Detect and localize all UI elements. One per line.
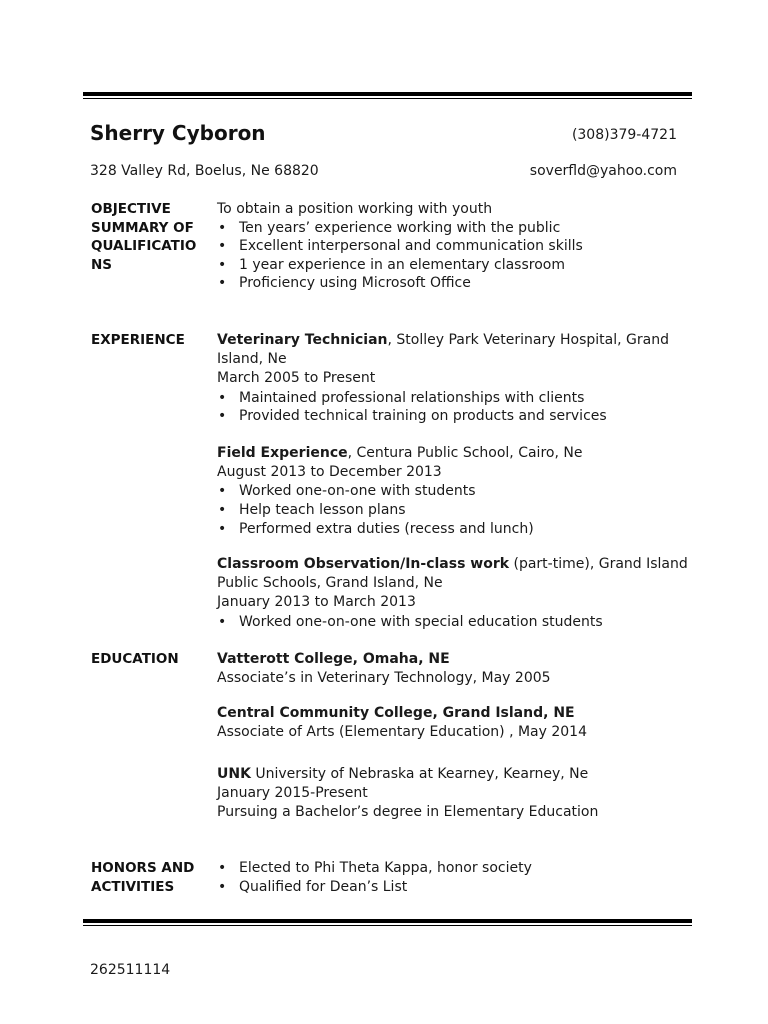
list-item: • Excellent interpersonal and communication skills [217,237,687,256]
bottom-rule [83,919,692,926]
objective-summary-section [217,200,687,293]
address: 328 Valley Rd, Boelus, Ne 68820 [90,163,319,179]
school-name: Vatterott College, Omaha, NE [217,651,450,667]
list-item: • Worked one-on-one with students [217,482,687,501]
school-name: Central Community College, Grand Island, NE [217,705,575,721]
job-employer: (part-time), Grand Island [509,556,688,572]
job-title: Veterinary Technician [217,332,388,348]
job-veterinary-technician [217,331,687,426]
job-dates: August 2013 to December 2013 [217,464,442,481]
degree: Associate’s in Veterinary Technology, May 2005 [217,670,551,687]
school-vatterott [217,650,687,688]
email-address: soverfld@yahoo.com [529,163,677,179]
job-location: Public Schools, Grand Island, Ne [217,575,443,592]
job-location: Island, Ne [217,351,287,368]
list-item: • 1 year experience in an elementary classroom [217,256,687,275]
list-item: • Performed extra duties (recess and lunch) [217,520,687,539]
school-dates: January 2015-Present [217,785,368,802]
education-label: EDUCATION [91,651,179,667]
list-item: • Help teach lesson plans [217,501,687,520]
document-id: 262511114 [90,962,171,978]
job-employer: , Centura Public School, Cairo, Ne [347,445,583,461]
objective-summary-label: OBJECTIVE SUMMARY OF QUALIFICATIO NS [91,201,197,273]
list-item: • Qualified for Dean’s List [217,878,687,897]
job-classroom-observation [217,555,687,631]
job-dates: March 2005 to Present [217,370,376,387]
list-item: • Elected to Phi Theta Kappa, honor society [217,859,687,878]
list-item: • Provided technical training on products and services [217,407,687,426]
list-item: • Proficiency using Microsoft Office [217,274,687,293]
school-central-community [217,704,687,742]
objective-text: To obtain a position working with youth [217,201,493,217]
job-title: Field Experience [217,445,348,461]
experience-label: EXPERIENCE [91,332,185,348]
job-field-experience [217,444,687,538]
phone-number: (308)379-4721 [571,127,677,143]
top-rule [83,92,692,99]
list-item: • Worked one-on-one with special education students [217,613,687,632]
job-title: Classroom Observation/In-class work [217,556,510,572]
school-abbrev: UNK [217,766,251,782]
honors-label: HONORS AND ACTIVITIES [91,860,195,895]
school-unk [217,765,687,823]
list-item: • Ten years’ experience working with the public [217,219,687,238]
list-item: • Maintained professional relationships with clients [217,389,687,408]
job-dates: January 2013 to March 2013 [217,594,416,611]
degree: Pursuing a Bachelor’s degree in Elementary Education [217,804,599,821]
job-employer: , Stolley Park Veterinary Hospital, Grand [387,332,669,348]
degree: Associate of Arts (Elementary Education) , May 2014 [217,724,587,741]
honors-section [217,859,687,896]
school-name: University of Nebraska at Kearney, Kearney, Ne [250,766,589,782]
candidate-name: Sherry Cyboron [90,121,266,145]
